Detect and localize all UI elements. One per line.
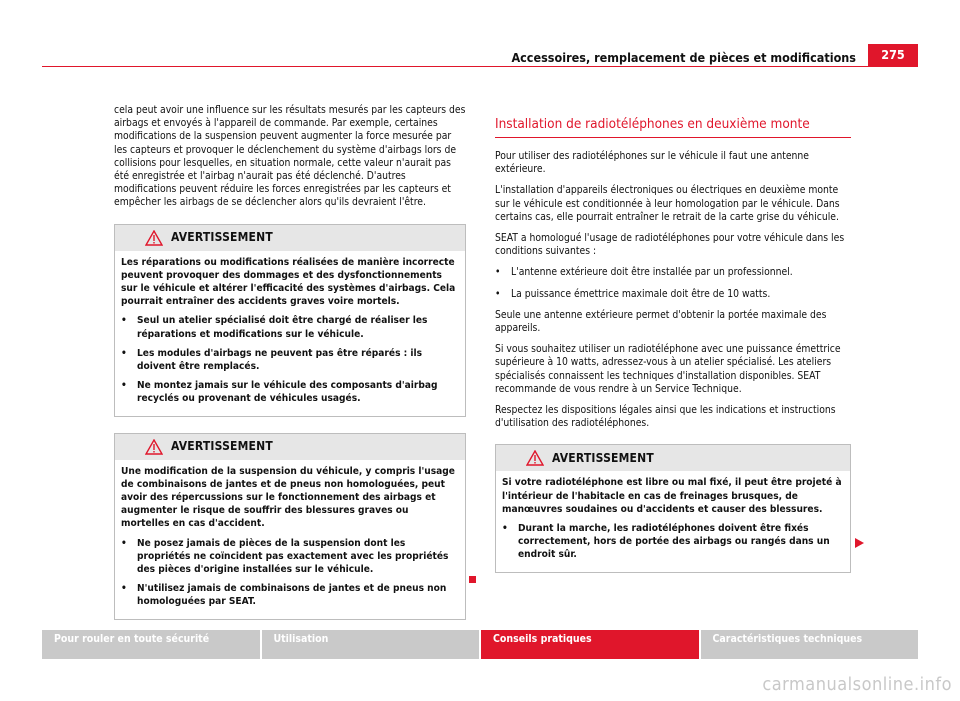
warning-title: AVERTISSEMENT (552, 450, 654, 465)
warning-body (115, 460, 465, 619)
paragraph: L'installation d'appareils électroniques ou électriques en deuxième monte sur le véhicule est conditionnée à leur homologation par le véhicule. Dans certains cas, elle pourrait entraîner le retrait de la carte grise du véhicule. (495, 184, 840, 223)
warning-body (496, 471, 850, 571)
warning-triangle-icon (526, 450, 544, 466)
warning-body (115, 251, 465, 416)
list-item: • L'antenne extérieure doit être installée par un professionnel. (495, 266, 793, 279)
footer-tab-securite[interactable]: Pour rouler en toute sécurité (42, 630, 260, 659)
warning-text: Les réparations ou modifications réalisées de manière incorrecte peuvent provoquer des dommages et des dysfonctionnements sur le véhicule et altérer l'efficacité des systèmes d'airbags. Cela pourrait entraîner des accidents graves voire mortels. (121, 256, 456, 308)
header-rule (42, 66, 918, 67)
section-title: Installation de radiotéléphones en deuxième monte (495, 116, 851, 138)
list-item: • Ne posez jamais de pièces de la suspension dont les propriétés ne coïncident pas exactement avec les propriétés des pièces d'origine installées sur le véhicule. (121, 537, 449, 576)
intro-paragraph: cela peut avoir une influence sur les résultats mesurés par les capteurs des airbags et envoyés à l'appareil de commande. Par exemple, certaines modifications de la suspension peuvent augmenter la force mesurée par les capteurs et provoquer le déclenchement du système d'airbags lors de collisions pour lesquelles, en situation normale, cette valeur n'aurait pas été enregistrée et l'airbag n'aurait pas été déclenché. D'autres modifications peuvent réduire les forces enregistrées par les capteurs et empêcher les airbags de se déclencher alors qu'ils devraient l'être. (114, 104, 466, 209)
end-square-icon (469, 576, 476, 583)
list-item: • Seul un atelier spécialisé doit être chargé de réaliser les réparations et modifications sur le véhicule. (121, 315, 428, 340)
warning-title: AVERTISSEMENT (171, 439, 273, 454)
paragraph: Si vous souhaitez utiliser un radiotéléphone avec une puissance émettrice supérieure à 10 watts, adressez-vous à un atelier spécialisé. Les ateliers spécialisés connaissent les techniques d'installation disponibles. SEAT recommande de vous rendre à un Service Technique. (495, 343, 841, 395)
list-item: • Durant la marche, les radiotéléphones doivent être fixés correctement, hors de portée des airbags ou rangés dans un endroit sûr. (502, 523, 830, 561)
footer-tab-utilisation[interactable]: Utilisation (262, 630, 480, 659)
watermark: carmanualsonline.info (762, 674, 952, 695)
paragraph: SEAT a homologué l'usage de radiotéléphones pour votre véhicule dans les conditions suivantes : (495, 232, 845, 258)
list-item: • Ne montez jamais sur le véhicule des composants d'airbag recyclés ou provenant de véhicules usagés. (121, 380, 438, 405)
header-title: Accessoires, remplacement de pièces et modifications (511, 50, 856, 65)
warning-text: Une modification de la suspension du véhicule, y compris l'usage de combinaisons de jantes et de pneus non homologuées, peut avoir des répercussions sur le fonctionnement des airbags et augmenter le risque de souffrir des blessures graves ou mortelles en cas d'accident. (121, 465, 455, 530)
right-column (495, 116, 851, 573)
warning-triangle-icon (145, 230, 163, 246)
warning-header (115, 434, 465, 460)
warning-triangle-icon (145, 439, 163, 455)
continue-arrow-icon (855, 538, 864, 548)
list-item: • N'utilisez jamais de combinaisons de jantes et de pneus non homologuées par SEAT. (121, 583, 447, 608)
list-item: • La puissance émettrice maximale doit être de 10 watts. (495, 287, 771, 300)
warning-box-3 (495, 444, 851, 572)
paragraph: Seule une antenne extérieure permet d'obtenir la portée maximale des appareils. (495, 308, 827, 335)
list-item: • Les modules d'airbags ne peuvent pas être réparés : ils doivent être remplacés. (121, 347, 423, 373)
warning-title: AVERTISSEMENT (171, 230, 273, 245)
page-number: 275 (868, 44, 918, 66)
left-column (114, 104, 466, 620)
warning-text: Si votre radiotéléphone est libre ou mal fixé, il peut être projeté à l'intérieur de l'habitacle en cas de freinages brusques, de manœuvres soudaines ou d'accidents et causer des blessures. (502, 477, 842, 515)
warning-header (496, 445, 850, 471)
warning-box-2 (114, 433, 466, 620)
footer-tab-caracteristiques[interactable]: Caractéristiques techniques (701, 630, 919, 659)
paragraph: Pour utiliser des radiotéléphones sur le véhicule il faut une antenne extérieure. (495, 150, 809, 176)
warning-box-1 (114, 224, 466, 417)
warning-header (115, 225, 465, 251)
footer-nav (42, 630, 918, 659)
paragraph: Respectez les dispositions légales ainsi que les indications et instructions d'utilisation des radiotéléphones. (495, 404, 836, 430)
footer-tab-conseils[interactable]: Conseils pratiques (481, 630, 699, 659)
page-header (42, 44, 918, 66)
